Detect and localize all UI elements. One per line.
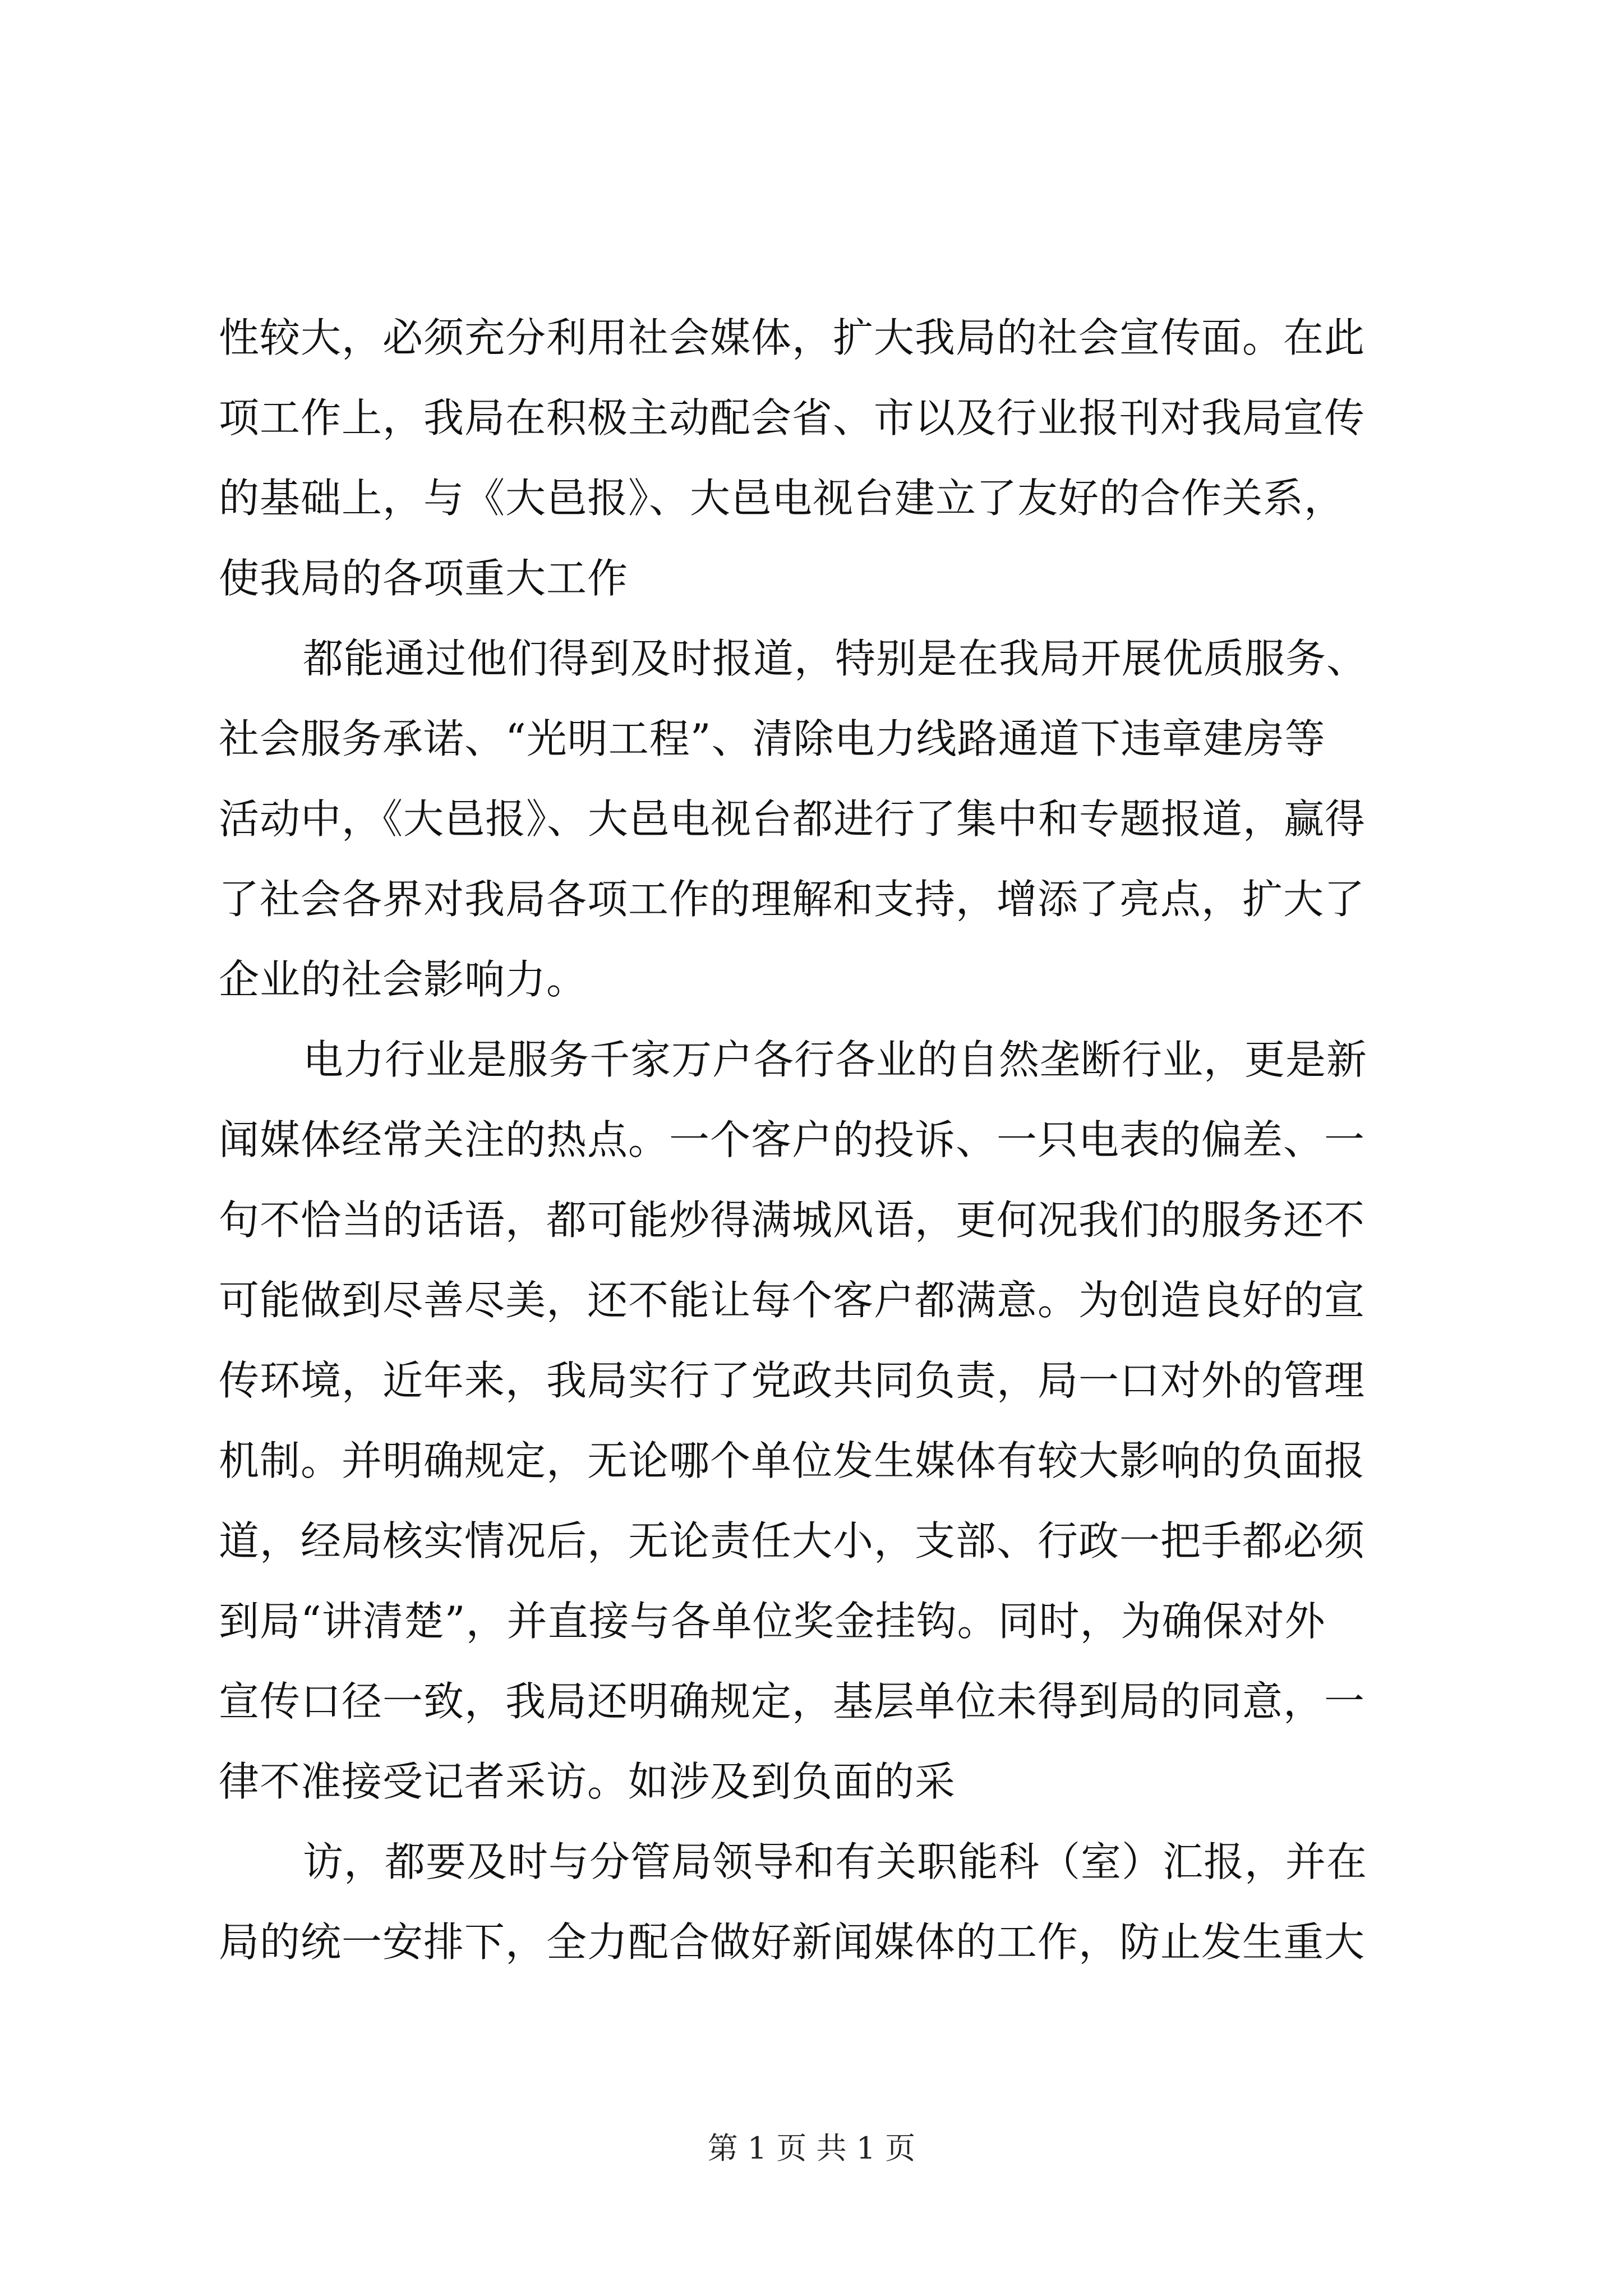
text-line-9: 企业的社会影响力。 xyxy=(219,956,588,1003)
text-line-13: 可能做到尽善尽美，还不能让每个客户都满意。为创造良好的宣 xyxy=(219,1277,1366,1324)
text-line-6: 社会服务承诺、“光明工程”、清除电力线路通道下违章建房等 xyxy=(219,715,1326,762)
text-line-14: 传环境，近年来，我局实行了党政共同负责，局一口对外的管理 xyxy=(219,1357,1366,1404)
text-line-17: 到局“讲清楚”，并直接与各单位奖金挂钩。同时，为确保对外 xyxy=(219,1598,1326,1645)
text-line-10: 电力行业是服务千家万户各行各业的自然垄断行业，更是新 xyxy=(303,1036,1368,1083)
text-line-12: 句不恰当的话语，都可能炒得满城风语，更何况我们的服务还不 xyxy=(219,1197,1366,1244)
text-line-8: 了社会各界对我局各项工作的理解和支持，增添了亮点，扩大了 xyxy=(219,876,1366,923)
text-line-15: 机制。并明确规定，无论哪个单位发生媒体有较大影响的负面报 xyxy=(219,1437,1366,1484)
text-line-1: 性较大，必须充分利用社会媒体，扩大我局的社会宣传面。在此 xyxy=(219,314,1366,361)
text-line-11: 闻媒体经常关注的热点。一个客户的投诉、一只电表的偏差、一 xyxy=(219,1116,1366,1163)
text-line-20: 访，都要及时与分管局领导和有关职能科（室）汇报，并在 xyxy=(303,1838,1368,1885)
text-line-7: 活动中，《大邑报》、大邑电视台都进行了集中和专题报道，赢得 xyxy=(219,795,1366,843)
text-line-18: 宣传口径一致，我局还明确规定，基层单位未得到局的同意，一 xyxy=(219,1678,1366,1725)
text-line-21: 局的统一安排下，全力配合做好新闻媒体的工作，防止发生重大 xyxy=(219,1918,1366,1966)
text-line-19: 律不准接受记者采访。如涉及到负面的采 xyxy=(219,1758,956,1805)
text-line-4: 使我局的各项重大工作 xyxy=(219,555,629,602)
text-line-2: 项工作上，我局在积极主动配会省、市以及行业报刊对我局宣传 xyxy=(219,394,1366,441)
text-line-5: 都能通过他们得到及时报道，特别是在我局开展优质服务、 xyxy=(303,635,1368,682)
text-line-16: 道，经局核实情况后，无论责任大小，支部、行政一把手都必须 xyxy=(219,1517,1366,1565)
page-footer: 第 1 页 共 1 页 xyxy=(707,2131,916,2166)
text-line-3: 的基础上，与《大邑报》、大邑电视台建立了友好的合作关系， xyxy=(219,475,1345,522)
